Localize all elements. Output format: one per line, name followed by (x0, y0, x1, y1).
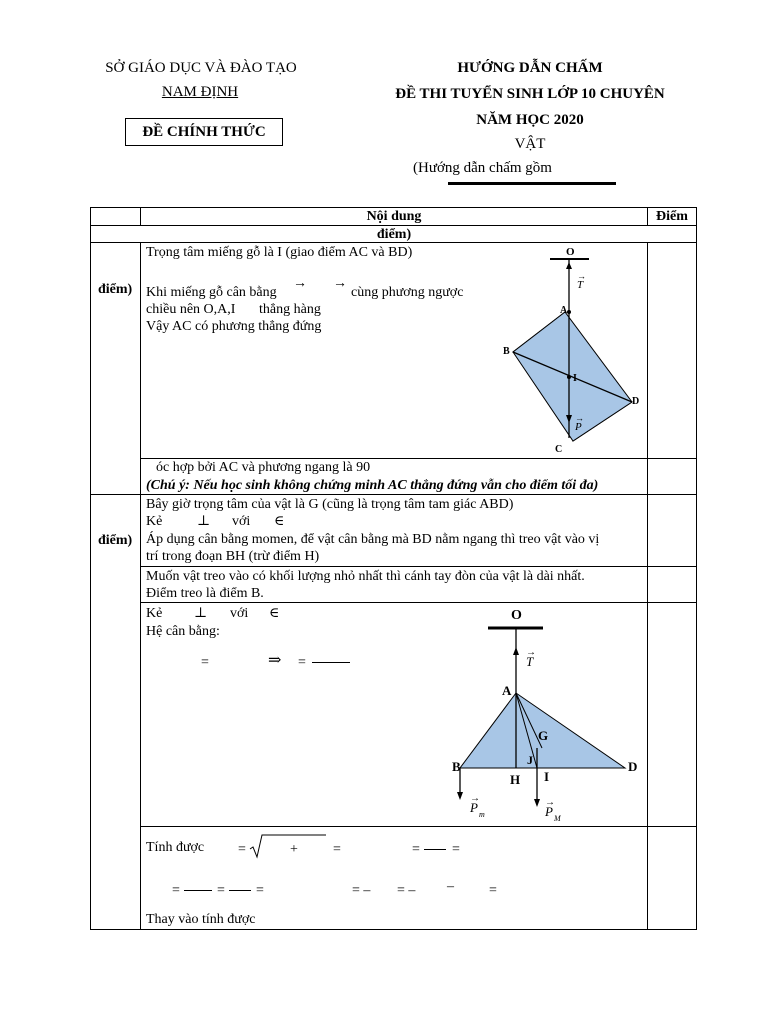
equation-symbol: = (256, 883, 264, 898)
part2-line: Muốn vật treo vào có khối lượng nhỏ nhất thì cánh tay đòn của vật là dài nhất. (146, 569, 585, 584)
part1-line: chiều nên O,A,I (146, 302, 236, 317)
part2-line: trí trong đoạn BH (trừ điểm H) (146, 549, 320, 564)
triangle-diagram (440, 603, 645, 825)
perpendicular-symbol: ⊥ (197, 514, 211, 529)
fraction-bar (184, 890, 212, 891)
label-G: G (538, 728, 549, 743)
element-of-symbol: ∈ (269, 606, 280, 621)
equation-symbol: = (201, 655, 209, 670)
svg-text:→: → (526, 647, 536, 658)
vector-arrow-mark: → (293, 276, 307, 291)
subject-name: VẬT (514, 136, 546, 152)
minus-symbol: – (447, 879, 454, 894)
label-O: O (566, 246, 575, 258)
part1-line: thẳng hàng (259, 302, 321, 317)
label-B: B (503, 346, 510, 357)
implies-symbol: ⇒ (268, 652, 282, 669)
label-O: O (511, 608, 522, 623)
vector-arrow-mark: → (333, 276, 347, 291)
svg-text:M: M (554, 814, 561, 823)
department-name: SỞ GIÁO DỤC VÀ ĐÀO TẠO (105, 60, 297, 76)
label-I: I (573, 373, 577, 384)
table-divider (140, 458, 697, 459)
label-H: H (510, 772, 521, 787)
label-D: D (628, 759, 638, 774)
equation-symbol: = (217, 883, 225, 898)
plus-symbol: + (290, 842, 298, 857)
column-header-content: Nội dung (366, 209, 422, 224)
perpendicular-symbol: ⊥ (194, 606, 208, 621)
part1-line: óc hợp bởi AC và phương ngang là 90 (156, 460, 371, 475)
table-border-bottom (90, 929, 697, 930)
element-of-symbol: ∈ (274, 514, 285, 529)
part2-line: Bây giờ trọng tâm của vật là G (cũng là trọng tâm tam giác ABD) (146, 497, 514, 512)
table-divider (90, 225, 697, 226)
label-A: A (560, 305, 568, 316)
school-year: NĂM HỌC 2020 (476, 112, 584, 128)
equation-symbol: = (172, 883, 180, 898)
label-D: D (632, 396, 640, 407)
label-A: A (502, 683, 512, 698)
part1-note: (Chú ý: Nếu học sinh không chứng minh AC thẳng đứng vẫn cho điểm tối đa) (146, 478, 599, 493)
calc-label: Tính được (146, 840, 205, 855)
label-T: T (577, 279, 584, 291)
svg-text:→: → (575, 413, 584, 423)
part2-line: Áp dụng cân bằng momen, để vật cân bằng mà BD nằm ngang thì treo vật vào vị (146, 532, 600, 547)
table-border-right (696, 207, 697, 930)
part1-line: Vậy AC có phương thẳng đứng (146, 319, 322, 334)
part2-text: Kẻ (146, 606, 163, 621)
square-root-symbol (249, 833, 327, 859)
part1-line: Khi miếng gỗ cân bằng (146, 285, 277, 300)
section-subheader: điểm) (376, 227, 412, 242)
official-stamp-box: ĐỀ CHÍNH THỨC (125, 118, 283, 146)
label-J: J (527, 753, 533, 767)
doc-title: HƯỚNG DẪN CHẤM (457, 60, 603, 76)
equation-symbol: = – (397, 883, 416, 898)
equation-symbol: = (489, 883, 497, 898)
part1-label: điểm) (98, 282, 133, 297)
final-result-line: Thay vào tính được (146, 912, 256, 927)
equation-symbol: = – (352, 883, 371, 898)
part1-line: cùng phương ngược (351, 285, 464, 300)
fraction-bar (424, 849, 446, 850)
table-border-left (90, 207, 91, 930)
label-PM: P (545, 804, 553, 819)
exam-title: ĐỀ THI TUYỂN SINH LỚP 10 CHUYÊN (395, 86, 665, 102)
label-C: C (555, 444, 563, 455)
label-Pm: P (470, 800, 478, 815)
part1-line: Trọng tâm miếng gỗ là I (giao điểm AC và BD) (146, 245, 413, 260)
table-border-top (90, 207, 697, 208)
svg-text:→: → (470, 793, 480, 804)
svg-text:→: → (545, 797, 555, 808)
part2-text: Kẻ (146, 514, 163, 529)
title-underline (448, 182, 616, 185)
column-header-score: Điểm (656, 209, 688, 224)
label-B: B (452, 759, 461, 774)
fraction-bar (229, 890, 251, 891)
part2-text: với (232, 514, 251, 529)
page-count-note: (Hướng dẫn chấm gồm (413, 160, 552, 176)
table-divider (140, 566, 697, 567)
part2-label: điểm) (98, 533, 133, 548)
label-I: I (544, 769, 550, 784)
label-P: P (575, 421, 582, 433)
svg-text:m: m (479, 810, 485, 819)
equation-symbol: = (333, 842, 341, 857)
equation-symbol: = (412, 842, 420, 857)
part2-line: Điểm treo là điểm B. (146, 586, 264, 601)
part2-text: với (230, 606, 249, 621)
table-divider (90, 494, 697, 495)
table-divider (140, 826, 697, 827)
fraction-bar (312, 662, 350, 663)
equation-symbol: = (452, 842, 460, 857)
part2-line: Hệ cân bằng: (146, 624, 220, 639)
equation-symbol: = (298, 655, 306, 670)
rhombus-diagram (495, 243, 645, 458)
province-name: NAM ĐỊNH (161, 84, 239, 100)
table-divider (140, 602, 408, 603)
label-T: T (526, 654, 534, 669)
svg-text:→: → (577, 271, 586, 281)
equation-symbol: = (238, 842, 246, 857)
